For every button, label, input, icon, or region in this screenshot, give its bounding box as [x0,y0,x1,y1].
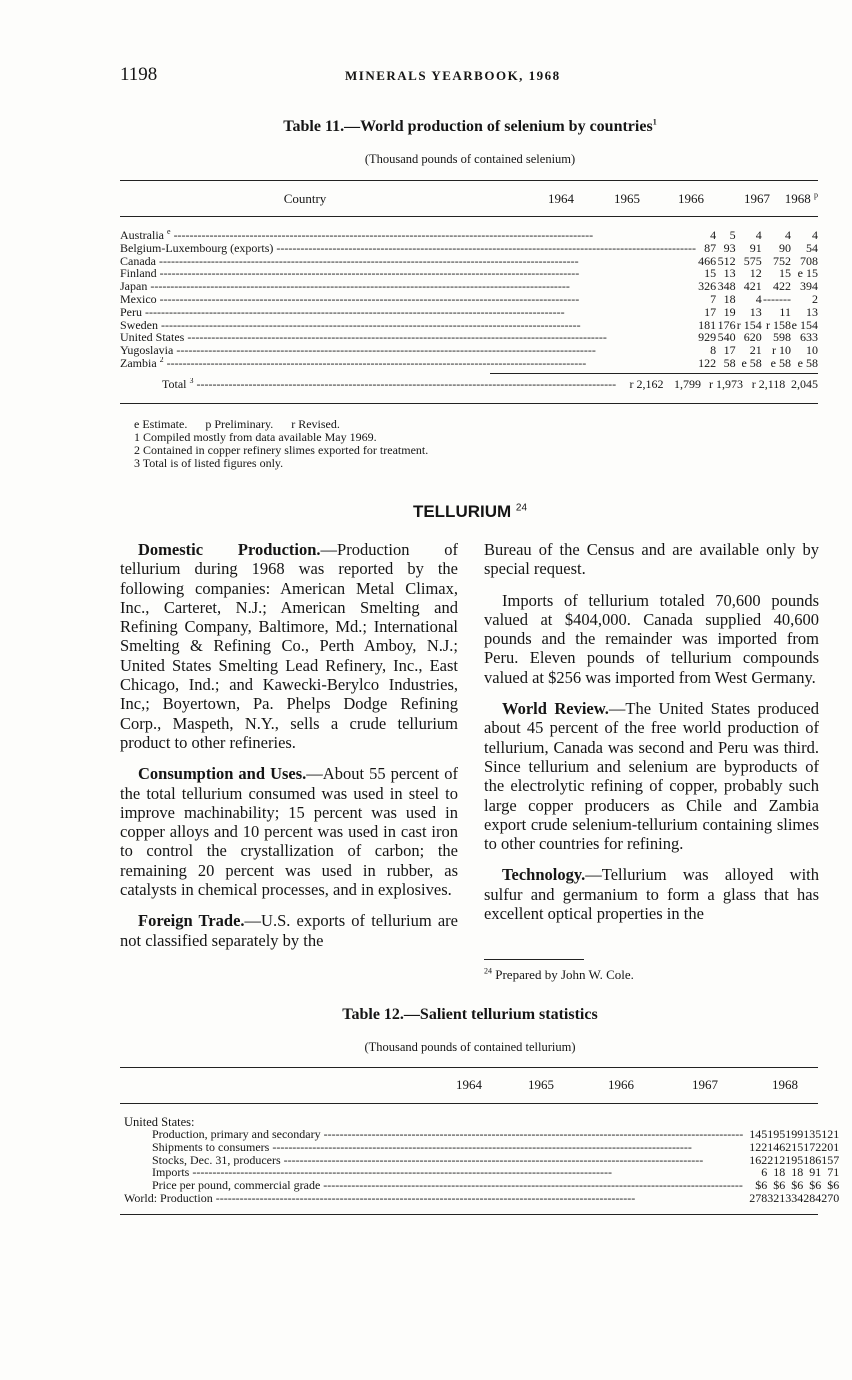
row-label: World: Production ----- [120,1192,749,1205]
col-header-year: 1965 [614,190,640,206]
value-cell: e 154 [791,317,818,332]
value-cell: 17 [704,304,717,319]
value-cell: 598 [772,330,791,345]
col-header-year: 1967 [692,1076,718,1092]
value-cell: $6 [809,1178,822,1193]
table-row [120,1141,839,1154]
value-cell: e 58 [741,355,762,370]
col-header-year: 1965 [528,1076,554,1092]
table-row [120,229,818,242]
value-cell: 321 [767,1190,786,1205]
total-label: Total $^3$ ----- [120,378,616,391]
right-column [484,540,819,935]
left-column [120,540,458,962]
value-cell: 71 [827,1165,840,1180]
value-cell: 4 [710,228,717,242]
value-cell: 186 [803,1152,822,1167]
footnote-divider [484,959,584,960]
value-cell: 421 [743,279,762,294]
col-header-year: 1968 $^p$ [784,190,818,206]
value-cell: 13 [723,266,736,281]
value-cell: 90 [778,240,791,255]
country-cell: Sweden ----- [120,319,696,332]
col-header-year: 1966 [678,190,704,206]
value-cell: 176 [717,317,736,332]
col-header-year: 1964 [456,1076,482,1092]
value-cell: r 154 [736,317,762,332]
value-cell: 13 [749,304,762,319]
value-cell: 199 [785,1127,804,1141]
row-label: Shipments to consumers ----- [120,1141,749,1154]
table-row [120,1166,839,1179]
country-cell: Zambia $^2$ ----- [120,357,696,370]
value-cell: r 158 [765,317,791,332]
table-row [120,242,818,255]
table-12-caption: Table 12.—Salient tellurium statistics [342,1006,598,1023]
value-cell: 2 [812,291,818,306]
value-cell: 422 [772,279,791,294]
value-cell: 122 [749,1139,768,1154]
table-row [120,357,818,370]
table-row [120,1192,839,1205]
value-cell: 4 [755,291,762,306]
value-cell: 146 [767,1139,786,1154]
value-cell: 121 [821,1127,840,1141]
value-cell: 212 [767,1152,786,1167]
value-cell: 162 [749,1152,768,1167]
total-value-cell: r 2,118 [751,377,786,391]
group-label: United States: [124,1115,195,1129]
value-cell: 10 [806,343,818,358]
table-12-top-rule [120,1067,818,1068]
total-value-cell: r 2,162 [629,377,664,391]
paragraph-imports: Imports of tellurium totaled 70,600 pounds valued at $404,000. Canada supplied 40,600 pounds and the remainder was imported from Peru. Eleven pounds of tellurium compounds valued at $256 was imported from West Germany. [484,590,819,687]
country-cell: United States ----- [120,331,696,344]
country-cell: Australia $^e$ ----- [120,229,696,242]
value-cell: 145 [749,1127,768,1141]
value-cell: 91 [809,1165,822,1180]
col-header-country: Country [283,190,327,206]
table-row [120,306,818,319]
value-cell: $6 [773,1178,786,1193]
value-cell: r 10 [771,343,791,358]
page-header [120,64,820,88]
value-cell: $6 [791,1178,804,1193]
table-11-bottom-rule [120,403,818,404]
footnote-1: 1 Compiled mostly from data available May 1969. [134,430,377,444]
section-title: TELLURIUM $^{24}$ [412,502,528,521]
value-cell: 87 [704,240,717,255]
table-11-total-rule [490,373,818,374]
value-cell: $6 [827,1178,840,1193]
value-cell: 394 [800,279,818,294]
value-cell: 348 [717,279,736,294]
total-value-cell: 1,799 [673,377,701,391]
table-12-body [120,1128,839,1205]
value-cell: 6 [761,1165,768,1180]
value-cell: e 58 [770,355,791,370]
value-cell: 17 [723,343,736,358]
value-cell: 512 [717,253,736,268]
value-cell: 7 [710,291,717,306]
country-cell: Belgium-Luxembourg (exports) ----- [120,242,696,255]
value-cell: 278 [749,1190,768,1205]
value-cell: 18 [723,291,736,306]
legend-line: e Estimate. p Preliminary. r Revised. [134,417,340,431]
country-cell: Canada ----- [120,255,696,268]
table-row [120,293,818,306]
table-row [120,1128,839,1141]
value-cell: 752 [772,253,791,268]
value-cell: 122 [698,355,717,370]
value-cell: 201 [821,1139,840,1154]
country-cell: Yugoslavia ----- [120,344,696,357]
value-cell: 172 [803,1139,822,1154]
value-cell: 135 [803,1127,822,1141]
value-cell: 181 [698,317,717,332]
page-number: 1198 [120,64,158,85]
country-cell: Peru ----- [120,306,696,319]
paragraph-technology: Technology.—Tellurium was alloyed with sulfur and germanium to form a glass that has excellent optical properties in the [484,865,819,924]
value-cell: 54 [806,240,818,255]
country-cell: Finland ----- [120,267,696,280]
value-cell: 8 [710,343,717,358]
value-cell: 15 [704,266,717,281]
value-cell: ------- [762,291,791,306]
table-11-caption: Table 11.—World production of selenium by countries$^1$ [283,117,657,135]
value-cell: 18 [791,1165,804,1180]
table-11-total [120,378,818,391]
value-cell: 13 [806,304,818,319]
table-row [120,1179,839,1192]
value-cell: 284 [803,1190,822,1205]
value-cell: 91 [749,240,762,255]
table-12-header-rule [120,1103,818,1104]
row-label: Stocks, Dec. 31, producers ----- [120,1154,749,1167]
col-header-year: 1967 [744,190,770,206]
value-cell: 58 [723,355,736,370]
table-11-body [120,229,818,370]
value-cell: 4 [812,228,818,242]
value-cell: 15 [778,266,791,281]
footnote-24: $^{24}$ Prepared by John W. Cole. [484,966,634,982]
country-cell: Mexico ----- [120,293,696,306]
row-label: Imports ----- [120,1166,749,1179]
value-cell: 93 [723,240,736,255]
table-11-notes [134,418,428,470]
value-cell: 11 [779,304,791,319]
col-header-year: 1966 [608,1076,634,1092]
footnote-2: 2 Contained in copper refinery slimes exported for treatment. [134,443,429,457]
value-cell: 5 [729,228,736,242]
table-11-subtitle: (Thousand pounds of contained selenium) [364,152,576,166]
country-cell: Japan ----- [120,280,696,293]
table-row [120,1154,839,1167]
value-cell: 157 [821,1152,840,1167]
value-cell: 21 [749,343,762,358]
table-12-header [120,1076,818,1094]
value-cell: 195 [785,1152,804,1167]
value-cell: 270 [821,1190,840,1205]
value-cell: $6 [755,1178,768,1193]
paragraph-foreign-trade-cont: Bureau of the Census and are available only by special request. [484,540,819,579]
table-11-header [120,188,818,210]
value-cell: 633 [800,330,818,345]
value-cell: 929 [698,330,717,345]
value-cell: 195 [767,1127,786,1141]
total-value-cell: r 1,973 [709,377,744,391]
value-cell: e 15 [797,266,818,281]
paragraph-foreign-trade: Foreign Trade.—U.S. exports of tellurium are not classified separately by the [120,911,459,950]
value-cell: 326 [698,279,717,294]
table-12-subtitle: (Thousand pounds of contained tellurium) [364,1040,576,1054]
row-label: Production, primary and secondary ----- [120,1128,749,1141]
row-label: Price per pound, commercial grade ----- [120,1179,749,1192]
table-11-top-rule [120,180,818,181]
value-cell: 466 [698,253,717,268]
footnote-3: 3 Total is of listed figures only. [134,456,284,470]
value-cell: 12 [749,266,762,281]
total-row [120,378,818,391]
value-cell: 575 [743,253,762,268]
value-cell: 4 [784,228,791,242]
value-cell: 334 [785,1190,804,1205]
paragraph-world-review: World Review.—The United States produced about 45 percent of the free world production of tellurium, Canada was second and Peru was third. Since tellurium and selenium are byproducts of the electrolytic refining of copper, probably such large copper producers as Chile and Zambia export crude selenium-tellurium containing slimes to other countries for refining. [484,699,819,854]
value-cell: e 58 [797,355,818,370]
table-12-bottom-rule [120,1214,818,1215]
value-cell: 4 [755,228,762,242]
value-cell: 19 [723,304,736,319]
paragraph-consumption: Consumption and Uses.—About 55 percent of the total tellurium consumed was used in steel to improve machinability; 15 percent was used in copper alloys and 10 percent was used in cast iron to control the crystallization of carbon; the remaining 20 percent was used in rubber, as catalysts in chemical processes, and in explosives. [120,764,459,900]
total-value-cell: 2,045 [791,377,818,391]
value-cell: 620 [743,330,762,345]
running-title: MINERALS YEARBOOK, 1968 [345,68,561,83]
col-header-year: 1968 [772,1076,798,1092]
col-header-year: 1964 [548,190,574,206]
value-cell: 215 [785,1139,804,1154]
table-11-header-rule [120,216,818,217]
value-cell: 540 [717,330,736,345]
value-cell: 18 [773,1165,786,1180]
value-cell: 708 [800,253,818,268]
paragraph-domestic-production: Domestic Production.—Production of tellurium during 1968 was reported by the following companies: American Metal Climax, Inc., Carteret, N.J.; American Smelting and Refining Company, Baltimore, Md.; International Smelting & Refining Co., Perth Amboy, N.J.; United States Smelting Lead Refinery, Inc., East Chicago, Ind.; and Kawecki-Berylco Industries, Inc,; Boyertown, Pa. Phelps Dodge Refining Corp., Maspeth, N.Y., sells a crude tellurium product to other refineries. [120,540,458,752]
